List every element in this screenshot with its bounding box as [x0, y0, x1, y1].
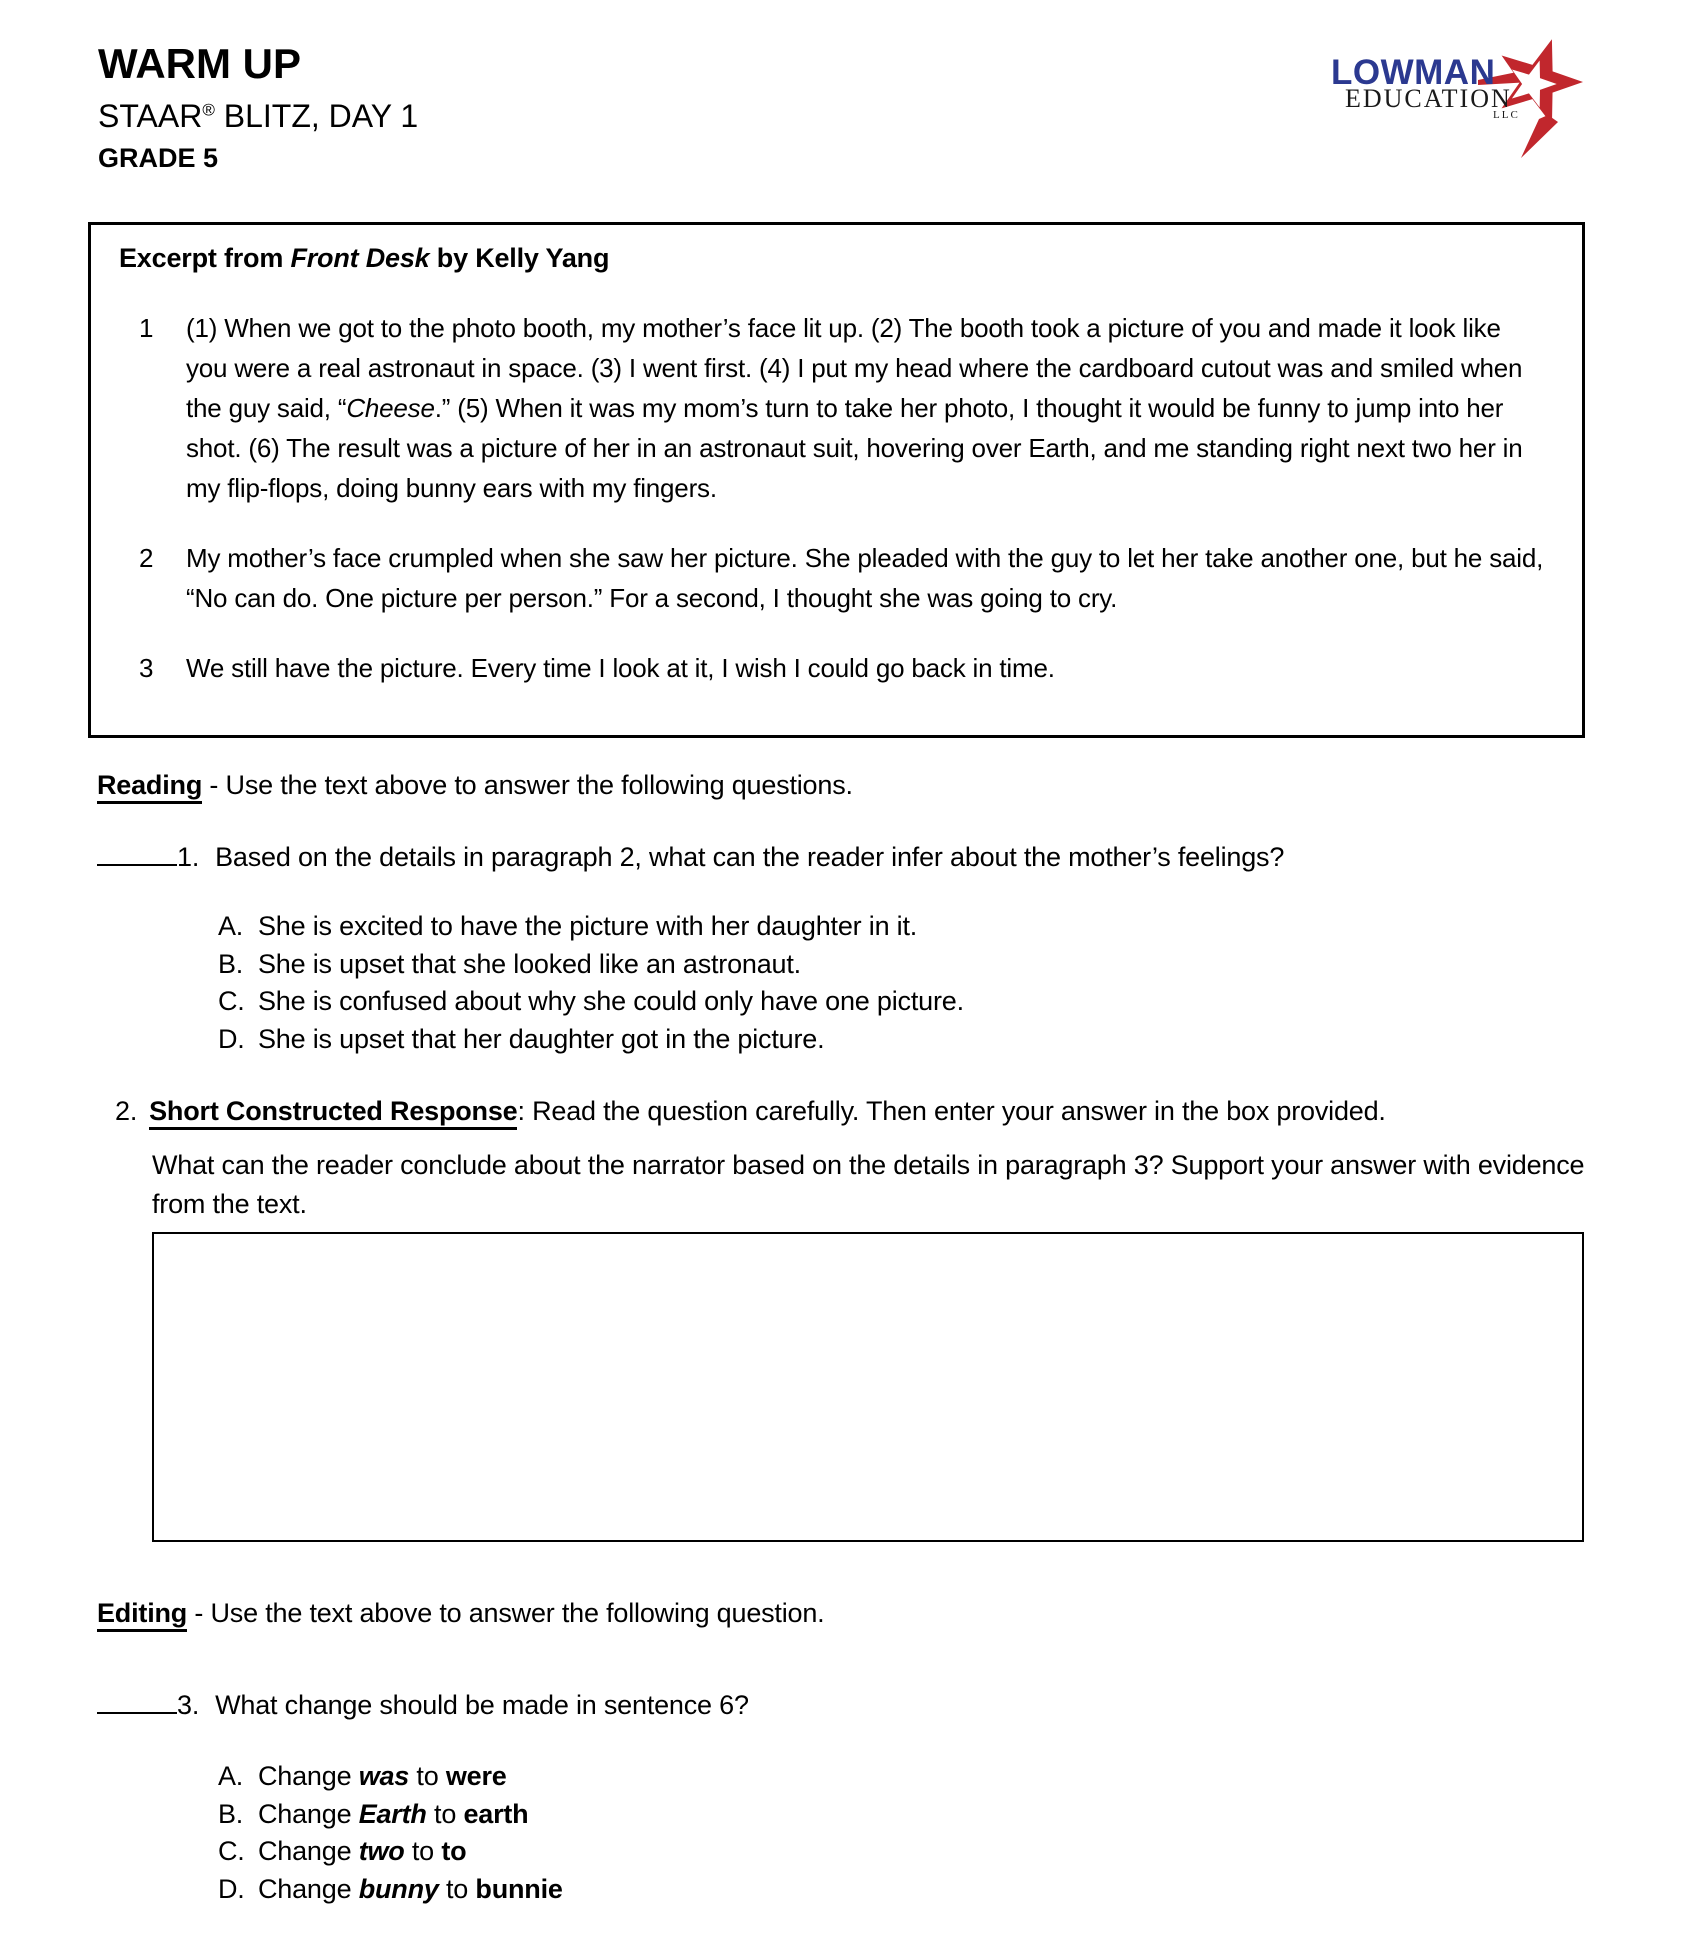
editing-instructions: - Use the text above to answer the following question. [187, 1598, 825, 1628]
registered-mark: ® [202, 100, 215, 120]
choice-pre: Change [258, 1798, 359, 1829]
question-3-choices [218, 1758, 563, 1908]
paragraph-segment-italic: Cheese [346, 393, 435, 423]
choice-mid: to [426, 1798, 464, 1829]
question-1-number: 1. [177, 842, 200, 872]
header [98, 40, 418, 174]
question-2-number: 2. [115, 1096, 138, 1126]
paragraph-number: 3 [139, 653, 154, 683]
choice-to-word: were [445, 1761, 507, 1791]
choice-label: C. [218, 1836, 245, 1866]
choice-label: C. [218, 986, 245, 1016]
choice-label: D. [218, 1873, 245, 1904]
question-1-text: Based on the details in paragraph 2, what can the reader infer about the mother’s feelings? [215, 842, 1285, 872]
subtitle-text: STAAR [98, 98, 203, 134]
lowman-education-logo [1285, 22, 1600, 167]
answer-blank-q1[interactable] [97, 842, 177, 866]
editing-heading: Editing [97, 1598, 187, 1632]
choice-pre: Change [258, 1761, 359, 1791]
choice-text: She is upset that she looked like an astronaut. [258, 948, 801, 979]
logo-name: LOWMAN [1331, 53, 1496, 92]
choice-to-word: bunnie [475, 1873, 563, 1904]
choice-to-word: earth [463, 1798, 529, 1829]
choice-c [218, 983, 964, 1021]
excerpt-paragraph-1 [119, 308, 1554, 508]
excerpt-author: by Kelly Yang [429, 243, 610, 273]
paragraph-text [186, 538, 1554, 618]
paragraph-number: 1 [139, 313, 154, 343]
editing-section-lead [97, 1598, 824, 1629]
question-2 [115, 1096, 1386, 1127]
page-title: WARM UP [98, 40, 301, 87]
choice-label: A. [218, 911, 244, 941]
question-1-choices [218, 908, 964, 1058]
excerpt-title-text: Excerpt from [119, 243, 291, 273]
logo-llc: LLC [1493, 109, 1520, 121]
choice-mid: to [404, 1836, 442, 1866]
logo-education: EDUCATION [1345, 84, 1512, 113]
question-3 [97, 1690, 749, 1721]
answer-blank-q3[interactable] [97, 1690, 177, 1714]
choice-b [218, 946, 964, 984]
choice-pre: Change [258, 1836, 359, 1866]
subtitle-text-2: BLITZ, DAY 1 [214, 98, 419, 134]
choice-a [218, 1758, 563, 1796]
question-2-prompt: What can the reader conclude about the narrator based on the details in paragraph 3? Support your answer with evidence from the text. [152, 1150, 1585, 1219]
page-subtitle [98, 98, 418, 135]
question-3-text: What change should be made in sentence 6? [215, 1690, 749, 1720]
reading-section-lead [97, 770, 853, 801]
choice-label: D. [218, 1023, 245, 1054]
question-3-number: 3. [177, 1690, 200, 1720]
constructed-response-box[interactable] [152, 1232, 1584, 1542]
choice-label: B. [218, 1798, 244, 1829]
question-2-heading: Short Constructed Response [149, 1096, 517, 1130]
choice-pre: Change [258, 1873, 359, 1904]
choice-from-word: bunny [358, 1873, 439, 1904]
excerpt-title [119, 243, 1554, 274]
choice-from-word: Earth [358, 1798, 427, 1829]
paragraph-text [186, 648, 1554, 688]
question-2-instructions: : Read the question carefully. Then enter your answer in the box provided. [517, 1096, 1386, 1126]
paragraph-text [186, 308, 1554, 508]
choice-a [218, 908, 964, 946]
reading-heading: Reading [97, 770, 202, 804]
choice-text: She is confused about why she could only have one picture. [258, 986, 964, 1016]
grade-label: GRADE 5 [98, 143, 219, 173]
paragraph-segment: .” (5) When it was my mom’s turn to take her photo, I thought it would be funny to jump into her shot. (6) The result was a picture of her in an astronaut suit, hovering over Earth, and me standing right next two her in my flip-flops, doing bunny ears with my fingers. [186, 393, 1523, 503]
choice-text: She is upset that her daughter got in the picture. [258, 1023, 825, 1054]
choice-text: She is excited to have the picture with her daughter in it. [258, 911, 918, 941]
paragraph-segment: (1) When we got to the photo booth, my mother’s face lit up. (2) The booth took a picture of you and made it look like you were a real astronaut in space. (3) I went first. (4) I put my head where the cardboard cutout was and smiled when the guy said, “ [186, 313, 1523, 423]
paragraph-segment: We still have the picture. Every time I look at it, I wish I could go back in time. [186, 653, 1055, 683]
choice-b [218, 1796, 563, 1834]
choice-c [218, 1833, 563, 1871]
paragraph-segment: My mother’s face crumpled when she saw her picture. She pleaded with the guy to let her take another one, but he said, “No can do. One picture per person.” For a second, I thought she was going to cry. [186, 543, 1544, 613]
choice-from-word: two [358, 1836, 405, 1866]
excerpt-paragraph-3 [119, 648, 1554, 688]
question-1 [97, 842, 1284, 873]
choice-label: B. [218, 948, 244, 979]
choice-label: A. [218, 1761, 244, 1791]
choice-mid: to [409, 1761, 446, 1791]
reading-instructions: - Use the text above to answer the following questions. [202, 770, 853, 800]
excerpt-box [88, 222, 1585, 738]
excerpt-book-title: Front Desk [290, 243, 430, 273]
choice-d [218, 1021, 964, 1059]
choice-d [218, 1871, 563, 1909]
paragraph-number: 2 [139, 543, 154, 573]
excerpt-paragraph-2 [119, 538, 1554, 618]
choice-mid: to [438, 1873, 476, 1904]
choice-to-word: to [441, 1836, 467, 1866]
choice-from-word: was [358, 1761, 410, 1791]
